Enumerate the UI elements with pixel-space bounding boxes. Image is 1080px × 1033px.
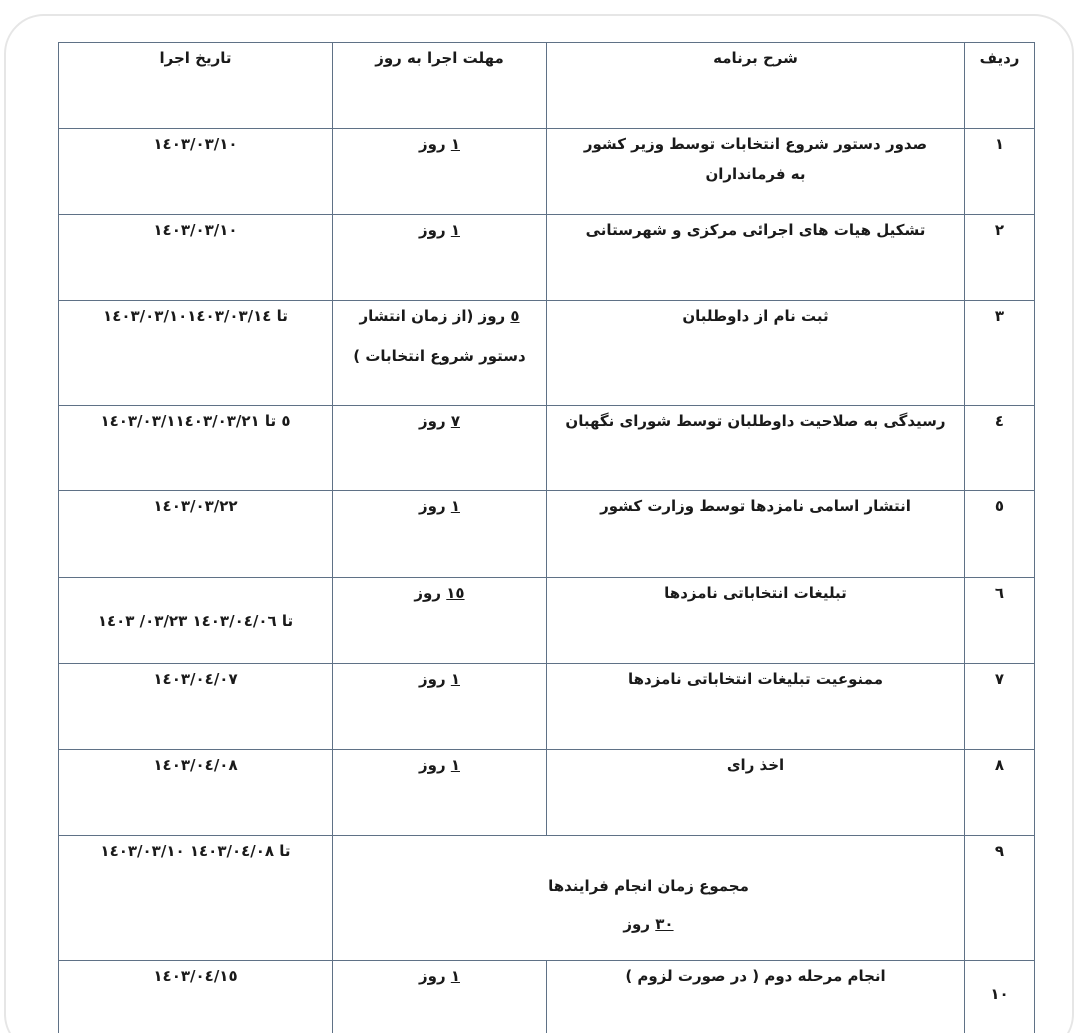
duration-number: ١ [450, 135, 460, 153]
total-date: ۱٤۰۳/۰۳/۱۰ تا ۱٤۰۳/۰٤/۰۸ [59, 836, 333, 961]
header-date: تاریخ اجرا [59, 43, 333, 129]
row-duration [333, 578, 547, 664]
row-date: ۱٤۰۳/۰۳/۱٥ تا ۱٤۰۳/۰۳/۲۱ [59, 406, 333, 491]
row-description [547, 664, 965, 750]
table-row [59, 215, 1035, 301]
description-line: انتشار اسامی نامزدها توسط وزارت کشور [600, 497, 911, 515]
duration-number: ١ [450, 756, 460, 774]
row-number: ٨ [965, 750, 1035, 836]
row-number: ٣ [965, 301, 1035, 406]
row-number: ٦ [965, 578, 1035, 664]
duration-number: ١ [450, 497, 460, 515]
description-line: تبلیغات انتخاباتی نامزدها [664, 584, 847, 602]
description-line: انجام مرحله دوم ( در صورت لزوم ) [625, 967, 886, 985]
row-number: ٧ [965, 664, 1035, 750]
duration-unit: روز [419, 221, 451, 239]
row-description [547, 491, 965, 578]
duration-unit: روز [419, 412, 451, 430]
header-duration: مهلت اجرا به روز [333, 43, 547, 129]
row-number: ١٠ [965, 961, 1035, 1033]
duration-unit: روز [419, 670, 451, 688]
table-row [59, 750, 1035, 836]
duration-unit: روز [419, 967, 451, 985]
duration-number: ١ [450, 670, 460, 688]
duration-extra: دستور شروع انتخابات ) [353, 347, 526, 365]
row-description [547, 215, 965, 301]
header-number: ردیف [965, 43, 1035, 129]
row-duration [333, 491, 547, 578]
header-row [59, 43, 1035, 129]
row-number: ٢ [965, 215, 1035, 301]
election-schedule-table [58, 42, 1035, 1033]
row-duration [333, 301, 547, 406]
row-duration [333, 129, 547, 215]
total-duration-unit: روز [623, 915, 656, 933]
row-number: ١ [965, 129, 1035, 215]
duration-number: ١ [450, 221, 460, 239]
row-date: ۱٤۰۳/۰۳/۲۲ [59, 491, 333, 578]
total-summary [333, 836, 965, 961]
header-description: شرح برنامه [547, 43, 965, 129]
description-line: ممنوعیت تبلیغات انتخاباتی نامزدها [628, 670, 883, 688]
duration-unit: روز [419, 756, 451, 774]
row-description [547, 578, 965, 664]
duration-number: ١٥ [446, 584, 465, 602]
duration-unit: روز (از زمان انتشار [359, 307, 511, 325]
row-duration [333, 961, 547, 1033]
duration-number: ١ [450, 967, 460, 985]
row-date: ۱٤۰۳/۰۳/۱۰ [59, 129, 333, 215]
description-line: اخذ رای [726, 756, 785, 774]
duration-number: ٧ [450, 412, 460, 430]
duration-unit: روز [414, 584, 447, 602]
row-number: ٩ [965, 836, 1035, 961]
table-row [59, 406, 1035, 491]
description-line: تشکیل هیات های اجرائی مرکزی و شهرستانی [585, 221, 926, 239]
total-row [59, 836, 1035, 961]
row-number: ٤ [965, 406, 1035, 491]
row-description [547, 406, 965, 491]
description-line: به فرمانداران [705, 165, 806, 183]
row-date: ۱٤۰۳/۰۳/۱۰تا ۱٤۰۳/۰۳/۱٤ [59, 301, 333, 406]
row-date: ۱٤۰۳ /۰۳/۲۳ تا ۱٤۰۳/۰٤/۰٦ [59, 578, 333, 664]
row-date: ۱٤۰۳/۰٤/۱٥ [59, 961, 333, 1033]
description-line: ثبت نام از داوطلبان [682, 307, 829, 325]
row-description [547, 961, 965, 1033]
row-description [547, 301, 965, 406]
table-row [59, 129, 1035, 215]
duration-unit: روز [419, 135, 451, 153]
row-description [547, 129, 965, 215]
row-date: ۱٤۰۳/۰۳/۱۰ [59, 215, 333, 301]
table-row [59, 491, 1035, 578]
total-duration-number: ٣٠ [655, 915, 674, 933]
row-date: ۱٤۰۳/۰٤/۰۸ [59, 750, 333, 836]
row-duration [333, 406, 547, 491]
table-row [59, 664, 1035, 750]
row-duration [333, 664, 547, 750]
row-number: ٥ [965, 491, 1035, 578]
row-duration [333, 750, 547, 836]
table-row [59, 961, 1035, 1033]
table-row [59, 578, 1035, 664]
row-date: ۱٤۰۳/۰٤/۰۷ [59, 664, 333, 750]
table-row [59, 301, 1035, 406]
duration-unit: روز [419, 497, 451, 515]
row-duration [333, 215, 547, 301]
duration-number: ٥ [510, 307, 520, 325]
row-description [547, 750, 965, 836]
description-line: رسیدگی به صلاحیت داوطلبان توسط شورای نگهبان [565, 412, 946, 430]
description-line: صدور دستور شروع انتخابات توسط وزیر کشور [583, 135, 928, 153]
total-label: مجموع زمان انجام فرایندها [548, 877, 749, 895]
